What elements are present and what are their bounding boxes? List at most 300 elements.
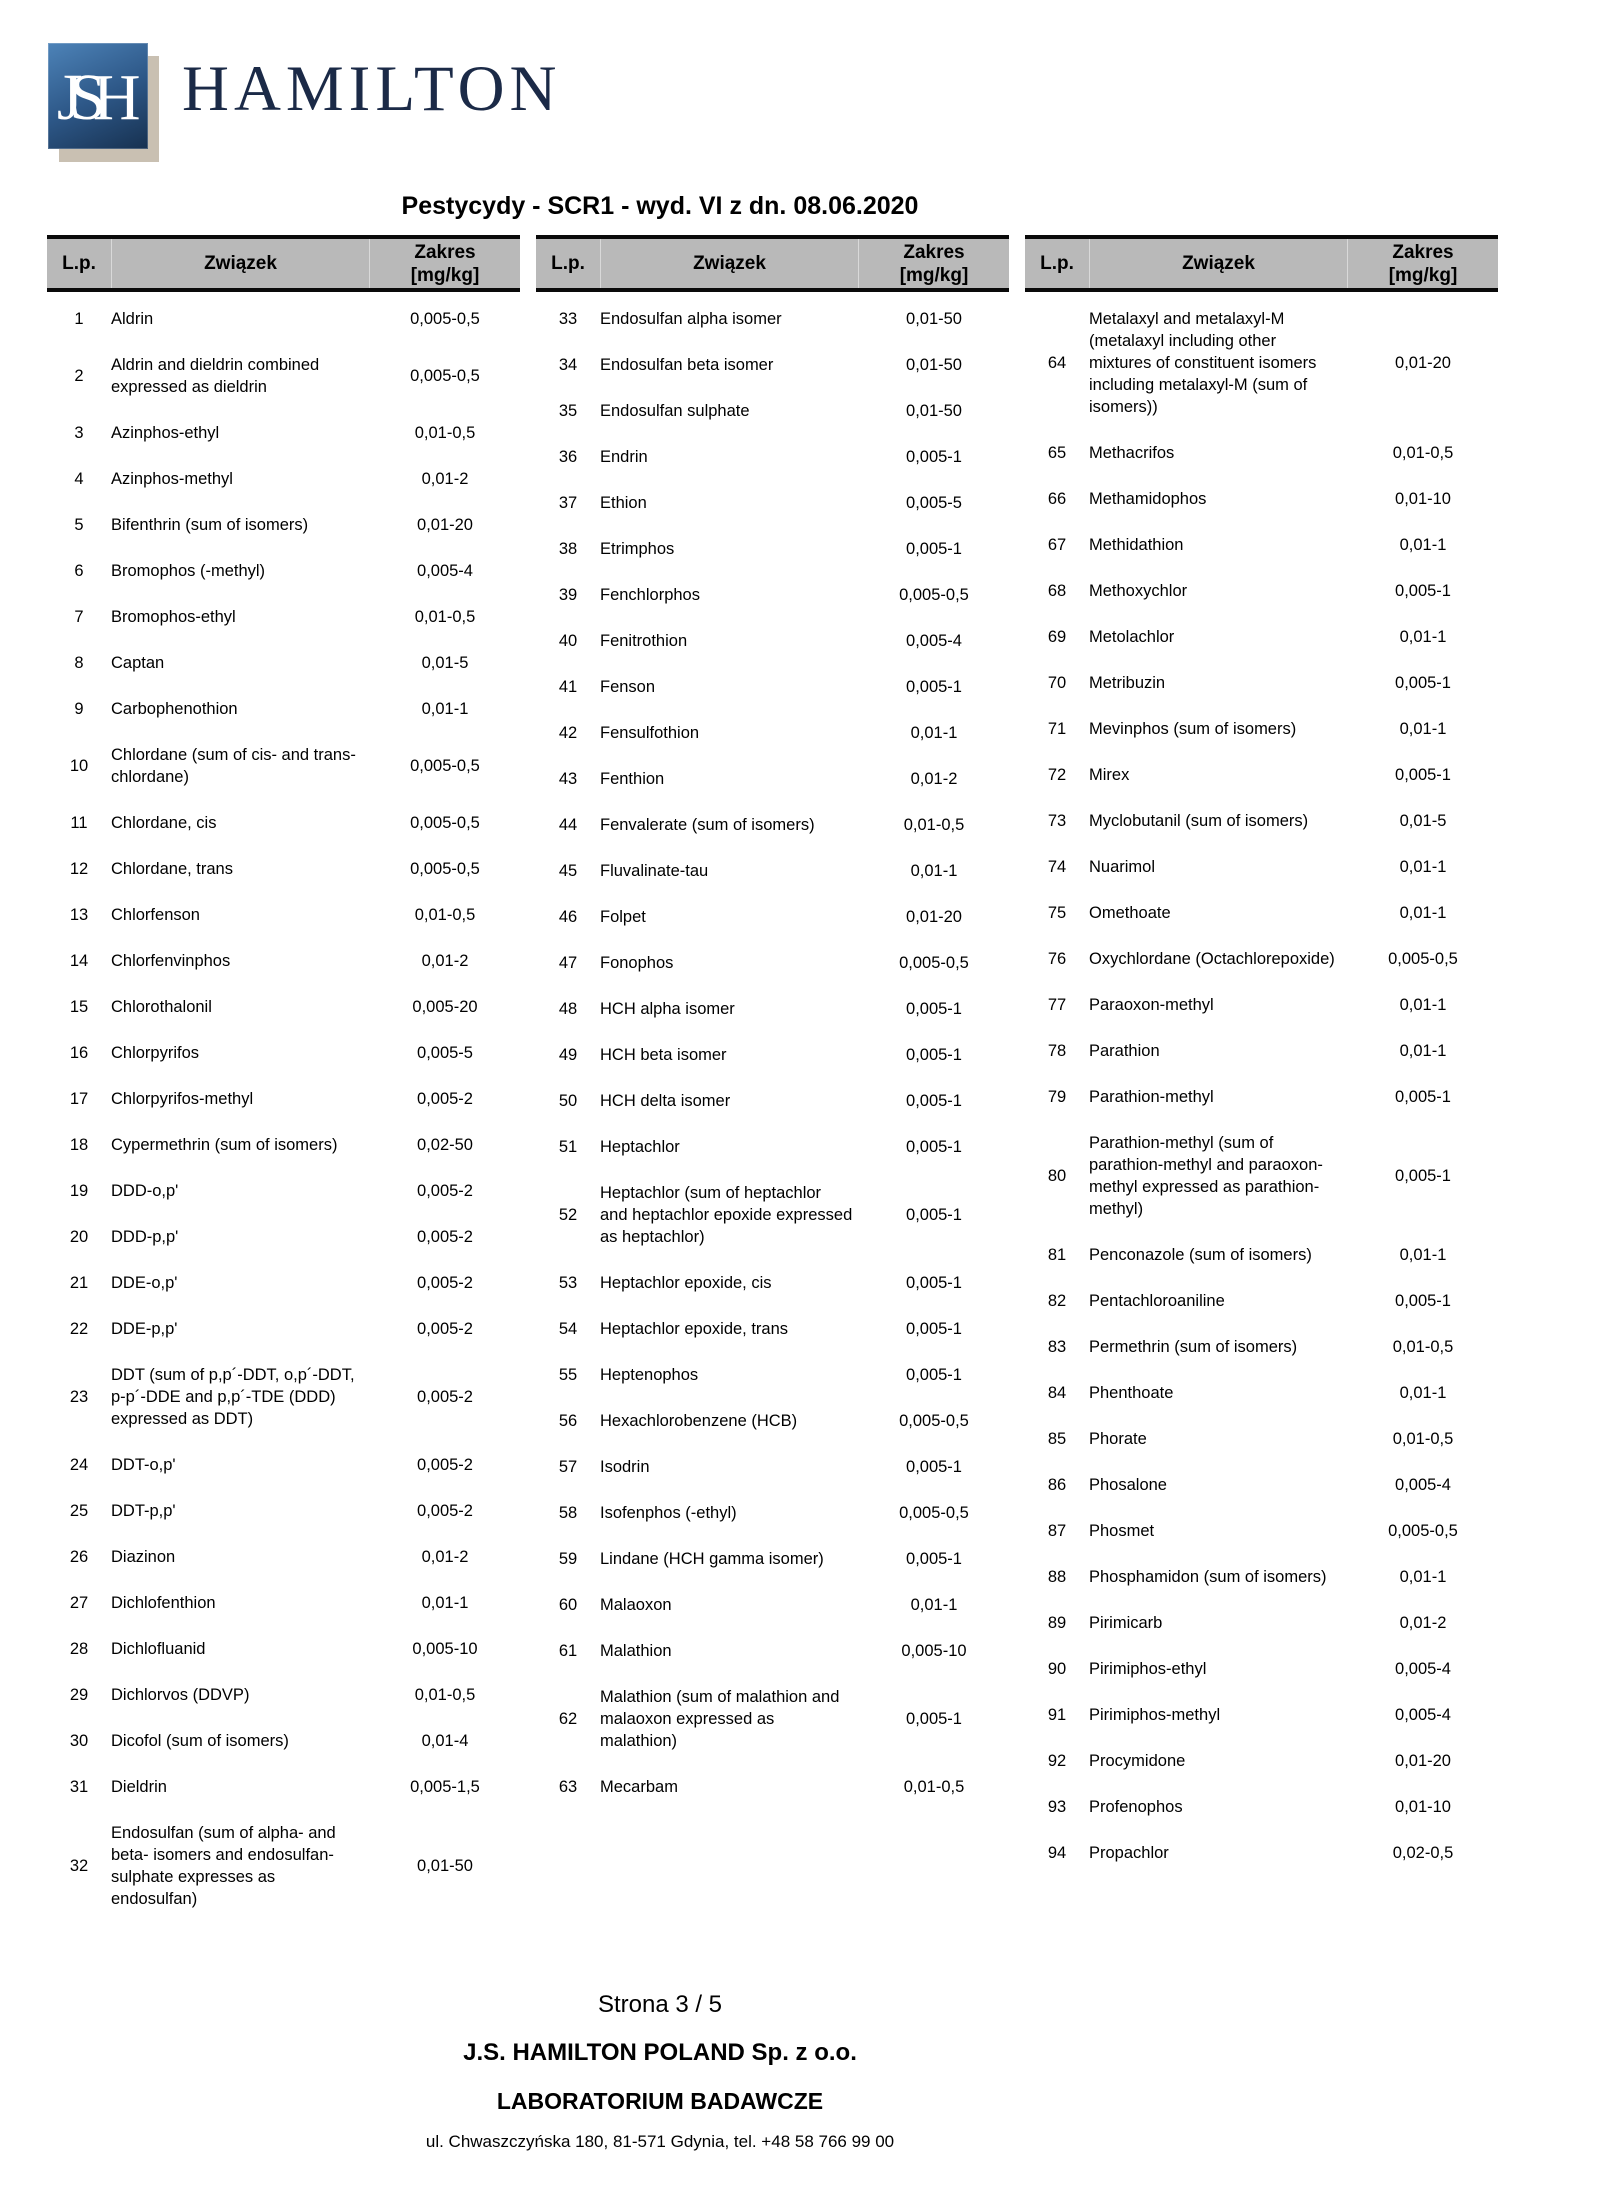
row-number: 69 <box>1047 628 1067 646</box>
row-range: 0,01-50 <box>906 310 962 328</box>
row-compound: Captan <box>111 654 165 672</box>
row-compound: Nuarimol <box>1089 858 1156 876</box>
row-compound: Fenitrothion <box>600 632 688 650</box>
row-range: 0,005-2 <box>417 1274 473 1292</box>
table-row <box>536 434 1009 480</box>
row-range: 0,005-2 <box>417 1090 473 1108</box>
header-range-unit: [mg/kg] <box>410 264 480 286</box>
row-compound: Etrimphos <box>600 540 675 558</box>
row-range: 0,01-2 <box>910 770 958 788</box>
row-range: 0,01-2 <box>421 952 469 970</box>
table-row <box>47 502 520 548</box>
row-range: 0,005-1 <box>906 1274 962 1292</box>
table-row <box>536 296 1009 342</box>
row-range: 0,005-1 <box>906 1206 962 1224</box>
header-lp: L.p. <box>551 253 585 274</box>
row-number: 4 <box>74 470 84 488</box>
row-compound: Phosalone <box>1089 1476 1167 1494</box>
row-range: 0,005-2 <box>417 1502 473 1520</box>
row-number: 3 <box>74 424 84 442</box>
table-row <box>47 456 520 502</box>
row-number: 64 <box>1047 354 1067 372</box>
row-compound: Phorate <box>1089 1430 1147 1448</box>
row-range: 0,01-0,5 <box>414 424 476 442</box>
row-compound: HCH alpha isomer <box>600 1000 735 1018</box>
row-number: 56 <box>558 1412 578 1430</box>
table-header <box>536 235 1009 292</box>
row-number: 35 <box>558 402 578 420</box>
row-compound: Methacrifos <box>1089 444 1175 462</box>
table-row <box>1025 1028 1498 1074</box>
table-row <box>536 1398 1009 1444</box>
row-compound: Permethrin (sum of isomers) <box>1089 1338 1298 1356</box>
row-compound: DDT-o,p' <box>111 1456 176 1474</box>
row-compound: Dicofol (sum of isomers) <box>111 1732 289 1750</box>
row-range: 0,005-2 <box>417 1182 473 1200</box>
row-number: 23 <box>69 1388 89 1406</box>
page-footer <box>0 1991 1320 2152</box>
row-compound: HCH delta isomer <box>600 1092 731 1110</box>
row-number: 5 <box>74 516 84 534</box>
row-range: 0,01-20 <box>906 908 962 926</box>
row-range: 0,005-0,5 <box>410 757 480 775</box>
row-range: 0,005-4 <box>1395 1706 1451 1724</box>
table-row <box>536 756 1009 802</box>
row-range: 0,01-20 <box>1395 1752 1451 1770</box>
row-number: 15 <box>69 998 89 1016</box>
table-row <box>1025 1074 1498 1120</box>
table-row <box>1025 296 1498 430</box>
row-number: 36 <box>558 448 578 466</box>
row-number: 8 <box>74 654 84 672</box>
table-row <box>1025 1508 1498 1554</box>
row-compound: Metalaxyl and metalaxyl-M (metalaxyl including other mixtures of constituent isomers including metalaxyl-M (sum of isomers)) <box>1089 310 1317 416</box>
row-compound: Dichlorvos (DDVP) <box>111 1686 250 1704</box>
row-number: 94 <box>1047 1844 1067 1862</box>
table-body <box>47 292 520 1922</box>
row-compound: Endosulfan (sum of alpha- and beta- isomers and endosulfan-sulphate expresses as endosulfan) <box>111 1824 336 1908</box>
row-compound: Dieldrin <box>111 1778 167 1796</box>
row-number: 25 <box>69 1502 89 1520</box>
table-row <box>47 1442 520 1488</box>
row-number: 37 <box>558 494 578 512</box>
table-row <box>536 848 1009 894</box>
row-number: 38 <box>558 540 578 558</box>
header-range-unit: [mg/kg] <box>1388 264 1458 286</box>
row-compound: Chlordane (sum of cis- and trans-chlordane) <box>111 746 356 786</box>
row-number: 28 <box>69 1640 89 1658</box>
row-range: 0,01-1 <box>1399 536 1447 554</box>
row-compound: Endosulfan sulphate <box>600 402 750 420</box>
row-range: 0,005-1 <box>1395 766 1451 784</box>
row-number: 80 <box>1047 1167 1067 1185</box>
table-row <box>47 1168 520 1214</box>
row-compound: Phenthoate <box>1089 1384 1174 1402</box>
row-compound: Fenvalerate (sum of isomers) <box>600 816 815 834</box>
row-number: 42 <box>558 724 578 742</box>
row-number: 73 <box>1047 812 1067 830</box>
row-compound: Isofenphos (-ethyl) <box>600 1504 737 1522</box>
row-range: 0,01-0,5 <box>414 1686 476 1704</box>
row-compound: Bromophos-ethyl <box>111 608 236 626</box>
table-row <box>47 1810 520 1922</box>
row-number: 66 <box>1047 490 1067 508</box>
header-range-unit: [mg/kg] <box>899 264 969 286</box>
table-row <box>1025 798 1498 844</box>
row-compound: DDT (sum of p,p´-DDT, o,p´-DDT, p-p´-DDE and p,p´-TDE (DDD) expressed as DDT) <box>111 1366 355 1428</box>
row-compound: Isodrin <box>600 1458 650 1476</box>
row-range: 0,005-0,5 <box>899 586 969 604</box>
row-number: 17 <box>69 1090 89 1108</box>
row-range: 0,01-50 <box>906 402 962 420</box>
table-row <box>536 1352 1009 1398</box>
company-logo <box>48 43 561 149</box>
row-number: 27 <box>69 1594 89 1612</box>
row-number: 32 <box>69 1857 89 1875</box>
table-row <box>47 1030 520 1076</box>
row-compound: Ethion <box>600 494 647 512</box>
table-row <box>47 984 520 1030</box>
row-number: 92 <box>1047 1752 1067 1770</box>
row-range: 0,01-0,5 <box>903 816 965 834</box>
row-compound: Endosulfan beta isomer <box>600 356 774 374</box>
row-range: 0,01-10 <box>1395 1798 1451 1816</box>
row-number: 39 <box>558 586 578 604</box>
table-row <box>47 1488 520 1534</box>
row-compound: Heptachlor <box>600 1138 680 1156</box>
row-range: 0,005-1,5 <box>410 1778 480 1796</box>
row-compound: Dichlofluanid <box>111 1640 206 1658</box>
table-row <box>47 594 520 640</box>
row-range: 0,005-1 <box>906 540 962 558</box>
row-compound: Fluvalinate-tau <box>600 862 709 880</box>
row-range: 0,01-2 <box>421 470 469 488</box>
row-range: 0,005-1 <box>906 1710 962 1728</box>
row-range: 0,01-2 <box>1399 1614 1447 1632</box>
row-number: 49 <box>558 1046 578 1064</box>
row-compound: Chlorfenson <box>111 906 200 924</box>
row-number: 72 <box>1047 766 1067 784</box>
row-compound: Propachlor <box>1089 1844 1169 1862</box>
row-compound: Azinphos-methyl <box>111 470 233 488</box>
row-range: 0,005-1 <box>906 448 962 466</box>
table-row <box>47 800 520 846</box>
table-row <box>1025 1738 1498 1784</box>
row-range: 0,005-10 <box>901 1642 967 1660</box>
row-compound: Carbophenothion <box>111 700 238 718</box>
header-range-label: Zakres <box>903 241 965 263</box>
row-number: 78 <box>1047 1042 1067 1060</box>
row-number: 79 <box>1047 1088 1067 1106</box>
row-number: 30 <box>69 1732 89 1750</box>
row-range: 0,005-1 <box>906 1046 962 1064</box>
row-number: 12 <box>69 860 89 878</box>
table-row <box>1025 1120 1498 1232</box>
table-row <box>536 1628 1009 1674</box>
row-number: 74 <box>1047 858 1067 876</box>
row-number: 40 <box>558 632 578 650</box>
row-compound: Bromophos (-methyl) <box>111 562 266 580</box>
row-range: 0,005-1 <box>906 1092 962 1110</box>
table-column-2 <box>536 235 1009 1922</box>
row-compound: Azinphos-ethyl <box>111 424 220 442</box>
row-number: 81 <box>1047 1246 1067 1264</box>
row-number: 63 <box>558 1778 578 1796</box>
row-number: 44 <box>558 816 578 834</box>
table-header <box>47 235 520 292</box>
table-row <box>1025 522 1498 568</box>
row-compound: Oxychlordane (Octachlorepoxide) <box>1089 950 1335 968</box>
row-compound: Malaoxon <box>600 1596 672 1614</box>
row-compound: Malathion <box>600 1642 672 1660</box>
header-range <box>369 239 520 288</box>
row-compound: Pirimicarb <box>1089 1614 1163 1632</box>
row-compound: Chlorfenvinphos <box>111 952 231 970</box>
row-compound: Fenson <box>600 678 656 696</box>
row-compound: Pirimiphos-methyl <box>1089 1706 1221 1724</box>
row-compound: Bifenthrin (sum of isomers) <box>111 516 309 534</box>
table-row <box>536 1170 1009 1260</box>
row-range: 0,005-0,5 <box>410 310 480 328</box>
header-range <box>858 239 1009 288</box>
table-row <box>1025 660 1498 706</box>
table-row <box>47 1534 520 1580</box>
row-number: 21 <box>69 1274 89 1292</box>
table-row <box>536 1536 1009 1582</box>
header-compound: Związek <box>111 239 369 288</box>
row-compound: Parathion-methyl <box>1089 1088 1214 1106</box>
row-range: 0,005-1 <box>906 678 962 696</box>
table-row <box>1025 1554 1498 1600</box>
table-row <box>536 480 1009 526</box>
row-range: 0,005-4 <box>417 562 473 580</box>
row-number: 34 <box>558 356 578 374</box>
table-row <box>536 618 1009 664</box>
table-row <box>536 1124 1009 1170</box>
row-compound: Mevinphos (sum of isomers) <box>1089 720 1297 738</box>
jsh-logo-mark <box>48 43 148 149</box>
row-range: 0,01-0,5 <box>1392 1430 1454 1448</box>
table-row <box>1025 476 1498 522</box>
table-row <box>1025 1278 1498 1324</box>
row-compound: Myclobutanil (sum of isomers) <box>1089 812 1309 830</box>
row-compound: Metolachlor <box>1089 628 1175 646</box>
row-range: 0,01-1 <box>421 1594 469 1612</box>
row-compound: Methidathion <box>1089 536 1184 554</box>
row-compound: Fenchlorphos <box>600 586 700 604</box>
table-row <box>47 846 520 892</box>
table-row <box>536 986 1009 1032</box>
table-row <box>47 342 520 410</box>
row-number: 62 <box>558 1710 578 1728</box>
footer-address: ul. Chwaszczyńska 180, 81-571 Gdynia, tel. +48 58 766 99 00 <box>425 2132 895 2151</box>
header-range <box>1347 239 1498 288</box>
row-number: 31 <box>69 1778 89 1796</box>
table-row <box>536 802 1009 848</box>
row-range: 0,005-1 <box>906 1320 962 1338</box>
row-compound: Endrin <box>600 448 648 466</box>
row-compound: Chlorothalonil <box>111 998 212 1016</box>
row-compound: DDE-p,p' <box>111 1320 178 1338</box>
row-range: 0,005-0,5 <box>1388 950 1458 968</box>
row-compound: HCH beta isomer <box>600 1046 727 1064</box>
row-compound: Endosulfan alpha isomer <box>600 310 782 328</box>
row-compound: Dichlofenthion <box>111 1594 216 1612</box>
footer-company: J.S. HAMILTON POLAND Sp. z o.o. <box>463 2039 857 2066</box>
row-range: 0,005-1 <box>906 1366 962 1384</box>
table-row <box>47 1580 520 1626</box>
row-number: 70 <box>1047 674 1067 692</box>
table-row <box>1025 706 1498 752</box>
row-number: 19 <box>69 1182 89 1200</box>
row-number: 53 <box>558 1274 578 1292</box>
row-compound: Phosphamidon (sum of isomers) <box>1089 1568 1327 1586</box>
row-compound: DDT-p,p' <box>111 1502 176 1520</box>
table-row <box>1025 1232 1498 1278</box>
row-number: 67 <box>1047 536 1067 554</box>
row-range: 0,005-0,5 <box>899 1412 969 1430</box>
table-header <box>1025 235 1498 292</box>
row-number: 84 <box>1047 1384 1067 1402</box>
jsh-monogram: JSH <box>56 61 128 134</box>
table-row <box>47 892 520 938</box>
row-compound: Heptachlor epoxide, trans <box>600 1320 789 1338</box>
header-range-label: Zakres <box>1392 241 1454 263</box>
row-range: 0,005-0,5 <box>410 814 480 832</box>
row-range: 0,02-0,5 <box>1392 1844 1454 1862</box>
table-row <box>1025 568 1498 614</box>
row-number: 54 <box>558 1320 578 1338</box>
row-number: 6 <box>74 562 84 580</box>
table-row <box>1025 936 1498 982</box>
table-row <box>536 940 1009 986</box>
row-range: 0,01-0,5 <box>1392 444 1454 462</box>
row-range: 0,005-2 <box>417 1388 473 1406</box>
table-row <box>47 1672 520 1718</box>
brand-wordmark: HAMILTON <box>182 53 562 125</box>
row-range: 0,01-0,5 <box>414 906 476 924</box>
row-range: 0,005-1 <box>906 1138 962 1156</box>
row-range: 0,01-1 <box>1399 996 1447 1014</box>
table-row <box>47 1352 520 1442</box>
row-range: 0,02-50 <box>417 1136 473 1154</box>
row-range: 0,01-1 <box>1399 858 1447 876</box>
row-number: 43 <box>558 770 578 788</box>
row-range: 0,005-0,5 <box>410 860 480 878</box>
table-row <box>1025 1830 1498 1876</box>
row-number: 83 <box>1047 1338 1067 1356</box>
table-column-3 <box>1025 235 1498 1922</box>
row-number: 29 <box>69 1686 89 1704</box>
row-number: 45 <box>558 862 578 880</box>
row-range: 0,01-1 <box>910 724 958 742</box>
table-row <box>1025 1416 1498 1462</box>
table-row <box>47 296 520 342</box>
row-range: 0,005-1 <box>1395 1167 1451 1185</box>
header-lp: L.p. <box>1040 253 1074 274</box>
row-range: 0,01-1 <box>1399 720 1447 738</box>
row-range: 0,005-10 <box>412 1640 478 1658</box>
row-number: 88 <box>1047 1568 1067 1586</box>
table-row <box>536 664 1009 710</box>
table-row <box>1025 614 1498 660</box>
table-row <box>536 1490 1009 1536</box>
row-number: 61 <box>558 1642 578 1660</box>
row-compound: Folpet <box>600 908 646 926</box>
row-compound: Chlordane, cis <box>111 814 217 832</box>
row-number: 55 <box>558 1366 578 1384</box>
table-row <box>47 1076 520 1122</box>
table-row <box>536 894 1009 940</box>
table-row <box>47 548 520 594</box>
row-number: 11 <box>70 814 88 832</box>
table-row <box>47 410 520 456</box>
row-range: 0,01-1 <box>1399 904 1447 922</box>
footer-lab: LABORATORIUM BADAWCZE <box>496 2088 824 2114</box>
row-compound: Mirex <box>1089 766 1130 784</box>
header-compound: Związek <box>1089 239 1347 288</box>
table-body <box>1025 292 1498 1876</box>
table-body <box>536 292 1009 1810</box>
row-compound: Chlorpyrifos-methyl <box>111 1090 254 1108</box>
row-range: 0,005-2 <box>417 1456 473 1474</box>
row-number: 68 <box>1047 582 1067 600</box>
row-number: 26 <box>69 1548 89 1566</box>
row-compound: Aldrin and dieldrin combined expressed as dieldrin <box>111 356 320 396</box>
row-number: 22 <box>69 1320 89 1338</box>
row-range: 0,01-0,5 <box>414 608 476 626</box>
row-compound: Fenthion <box>600 770 665 788</box>
row-compound: Parathion-methyl (sum of parathion-methyl and paraoxon-methyl expressed as parathion-methyl) <box>1089 1134 1323 1218</box>
row-compound: DDE-o,p' <box>111 1274 178 1292</box>
row-compound: Fonophos <box>600 954 674 972</box>
row-compound: Profenophos <box>1089 1798 1183 1816</box>
row-compound: Diazinon <box>111 1548 176 1566</box>
row-range: 0,005-1 <box>1395 674 1451 692</box>
row-compound: Mecarbam <box>600 1778 678 1796</box>
page-number: Strona 3 / 5 <box>597 1991 723 2018</box>
row-compound: Phosmet <box>1089 1522 1155 1540</box>
row-compound: Chlorpyrifos <box>111 1044 200 1062</box>
row-number: 93 <box>1047 1798 1067 1816</box>
row-compound: Procymidone <box>1089 1752 1186 1770</box>
table-row <box>536 1032 1009 1078</box>
table-row <box>1025 890 1498 936</box>
row-range: 0,005-5 <box>417 1044 473 1062</box>
row-range: 0,005-1 <box>1395 582 1451 600</box>
row-range: 0,01-4 <box>421 1732 469 1750</box>
row-number: 51 <box>558 1138 578 1156</box>
table-row <box>1025 1784 1498 1830</box>
row-number: 71 <box>1047 720 1067 738</box>
table-row <box>536 1444 1009 1490</box>
row-range: 0,01-0,5 <box>903 1778 965 1796</box>
row-compound: DDD-p,p' <box>111 1228 179 1246</box>
row-compound: Heptenophos <box>600 1366 699 1384</box>
row-range: 0,005-1 <box>906 1000 962 1018</box>
row-number: 50 <box>558 1092 578 1110</box>
row-range: 0,005-0,5 <box>410 367 480 385</box>
row-range: 0,005-4 <box>1395 1660 1451 1678</box>
table-row <box>536 1582 1009 1628</box>
row-compound: DDD-o,p' <box>111 1182 179 1200</box>
table-row <box>1025 1692 1498 1738</box>
row-range: 0,01-50 <box>906 356 962 374</box>
row-number: 2 <box>74 367 84 385</box>
row-number: 86 <box>1047 1476 1067 1494</box>
row-compound: Paraoxon-methyl <box>1089 996 1214 1014</box>
row-number: 14 <box>69 952 89 970</box>
